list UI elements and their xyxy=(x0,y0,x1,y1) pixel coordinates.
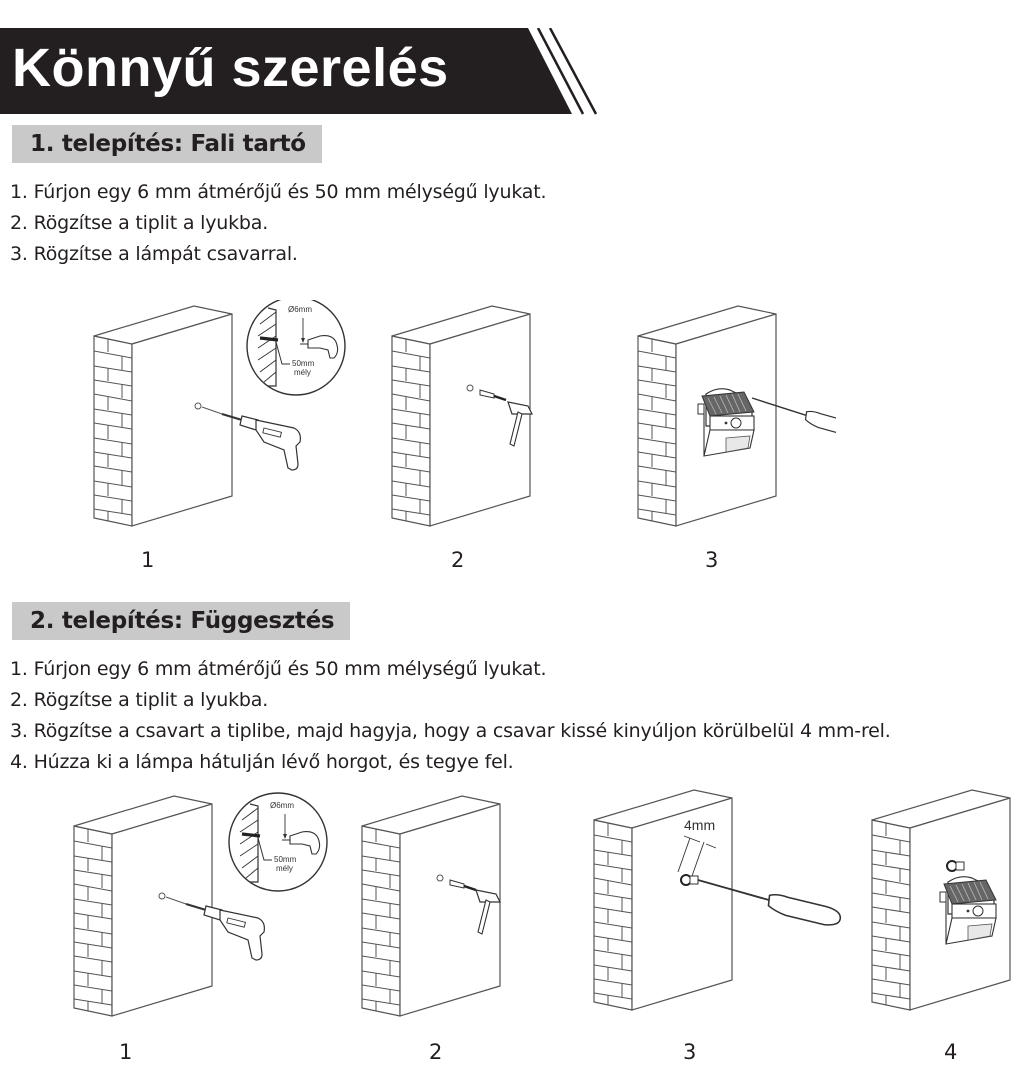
callout-diameter-label: Ø6mm xyxy=(288,305,312,314)
figure-number: 2 xyxy=(451,548,465,572)
figure-number: 3 xyxy=(683,1040,697,1064)
detail-callout xyxy=(247,300,345,395)
callout-depth-label: mély xyxy=(294,368,311,377)
section-2-figure-3 xyxy=(592,786,862,1026)
screw-icon xyxy=(681,875,698,885)
section-2-heading: 2. telepítés: Függesztés xyxy=(12,602,350,640)
screw-gap-label: 4mm xyxy=(684,817,716,833)
section-2-figure-1 xyxy=(72,792,372,1032)
screw-icon xyxy=(947,861,964,871)
section-2-figure-2 xyxy=(360,792,560,1032)
step-item: 2. Rögzítse a tiplit a lyukba. xyxy=(10,689,269,711)
figure-number: 1 xyxy=(141,548,155,572)
step-item: 1. Fúrjon egy 6 mm átmérőjű és 50 mm mélységű lyukat. xyxy=(10,658,547,680)
figure-number: 1 xyxy=(119,1040,133,1064)
step-item: 1. Fúrjon egy 6 mm átmérőjű és 50 mm mélységű lyukat. xyxy=(10,181,547,203)
detail-callout xyxy=(229,793,327,891)
figure-number: 4 xyxy=(944,1040,958,1064)
callout-diameter-label: Ø6mm xyxy=(270,801,294,810)
solar-lamp-icon xyxy=(940,877,996,944)
section-2-steps xyxy=(10,654,891,778)
section-1-figure-1 xyxy=(92,300,412,540)
step-item: 3. Rögzítse a csavart a tiplibe, majd hagyja, hogy a csavar kissé kinyúljon körülbelül 4 mm-rel. xyxy=(10,720,891,742)
step-item: 3. Rögzítse a lámpát csavarral. xyxy=(10,243,298,265)
step-item: 4. Húzza ki a lámpa hátulján lévő horgot, és tegye fel. xyxy=(10,751,514,773)
callout-depth-label: mély xyxy=(276,864,293,873)
callout-depth-value: 50mm xyxy=(274,855,297,864)
section-1-figure-3 xyxy=(636,302,836,542)
figure-number: 2 xyxy=(429,1040,443,1064)
step-item: 2. Rögzítse a tiplit a lyukba. xyxy=(10,212,269,234)
section-1-figure-2 xyxy=(390,302,590,542)
callout-depth-value: 50mm xyxy=(292,359,315,368)
figure-number: 3 xyxy=(705,548,719,572)
section-1-heading: 1. telepítés: Fali tartó xyxy=(12,125,322,163)
section-1-steps xyxy=(10,177,546,270)
section-2-figure-4 xyxy=(870,786,1020,1026)
solar-lamp-icon xyxy=(698,389,754,456)
page-title: Könnyű szerelés xyxy=(12,38,449,98)
